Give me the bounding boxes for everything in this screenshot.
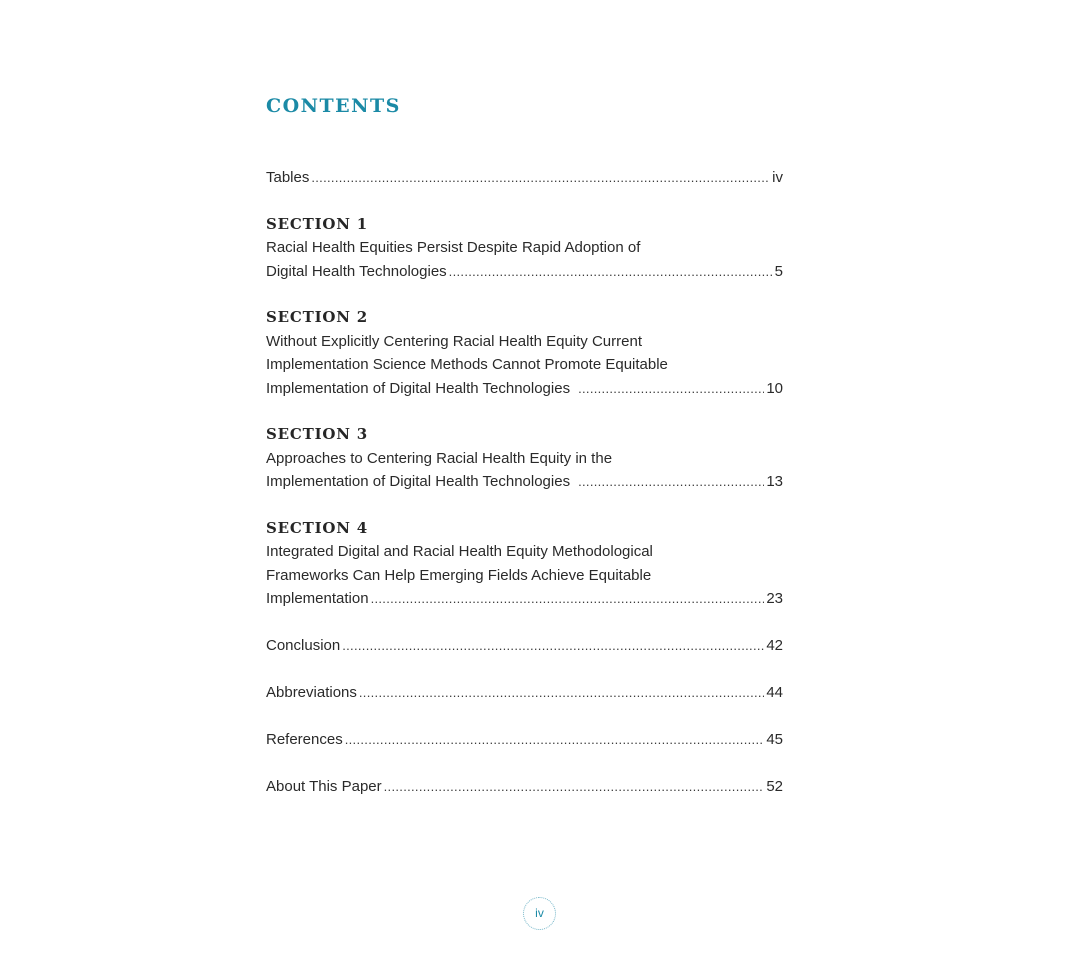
section-title-line: Frameworks Can Help Emerging Fields Achieve Equitable xyxy=(266,566,652,584)
toc-entry-tables[interactable] xyxy=(266,166,783,190)
toc-entry-label: Conclusion xyxy=(266,636,341,654)
toc-entry-abbreviations[interactable] xyxy=(266,681,783,705)
dot-leader xyxy=(384,775,765,799)
toc-entry-section-4[interactable] xyxy=(266,517,783,611)
toc-entry-about-this-paper[interactable] xyxy=(266,775,783,799)
section-title-line: Approaches to Centering Racial Health Equity in the xyxy=(266,449,613,467)
section-title-line: Implementation Science Methods Cannot Promote Equitable xyxy=(266,356,668,373)
toc-entry-conclusion[interactable] xyxy=(266,634,783,658)
section-title-line: Integrated Digital and Racial Health Equity Methodological xyxy=(266,543,653,560)
section-title-last-line: Implementation of Digital Health Technologies xyxy=(266,473,571,490)
dot-leader xyxy=(578,377,764,401)
section-title-last-line: Digital Health Technologies xyxy=(266,262,447,280)
toc-page-number: 23 xyxy=(766,590,783,607)
section-heading: SECTION 3 xyxy=(266,425,369,443)
dot-leader xyxy=(342,634,764,658)
dot-leader xyxy=(359,681,764,705)
toc-page-number: iv xyxy=(772,169,783,186)
contents-heading: CONTENTS xyxy=(266,95,401,117)
toc-page-number: 42 xyxy=(766,636,783,654)
toc-page-number: 5 xyxy=(774,262,783,280)
toc-entries xyxy=(266,166,783,798)
toc-entry-references[interactable] xyxy=(266,728,783,752)
toc-page-number: 10 xyxy=(766,379,783,397)
toc-entry-section-1[interactable] xyxy=(266,213,783,284)
section-title-line: Without Explicitly Centering Racial Health Equity Current xyxy=(266,332,642,350)
toc-page-number: 13 xyxy=(766,473,783,490)
toc-entry-label: Tables xyxy=(266,169,310,186)
toc-entry-label: References xyxy=(266,730,343,748)
dot-leader xyxy=(345,728,765,752)
table-of-contents xyxy=(266,94,783,798)
section-title-line: Racial Health Equities Persist Despite Rapid Adoption of xyxy=(266,239,641,256)
section-title-last-line: Implementation of Digital Health Technologies xyxy=(266,379,571,397)
toc-page-number: 45 xyxy=(766,730,783,748)
section-heading: SECTION 2 xyxy=(266,308,369,326)
section-heading: SECTION 4 xyxy=(266,518,369,537)
toc-entry-section-2[interactable] xyxy=(266,306,783,400)
dot-leader xyxy=(449,260,773,284)
page-number-badge: iv xyxy=(523,897,556,930)
toc-entry-label: About This Paper xyxy=(266,777,382,795)
toc-page-number: 52 xyxy=(766,777,783,795)
dot-leader xyxy=(578,470,764,494)
toc-entry-label: Abbreviations xyxy=(266,683,357,701)
dot-leader xyxy=(311,166,770,190)
section-heading: SECTION 1 xyxy=(266,214,369,233)
toc-entry-section-3[interactable] xyxy=(266,423,783,494)
dot-leader xyxy=(371,587,765,611)
section-title-last-line: Implementation xyxy=(266,590,369,607)
toc-page-number: 44 xyxy=(766,683,783,701)
